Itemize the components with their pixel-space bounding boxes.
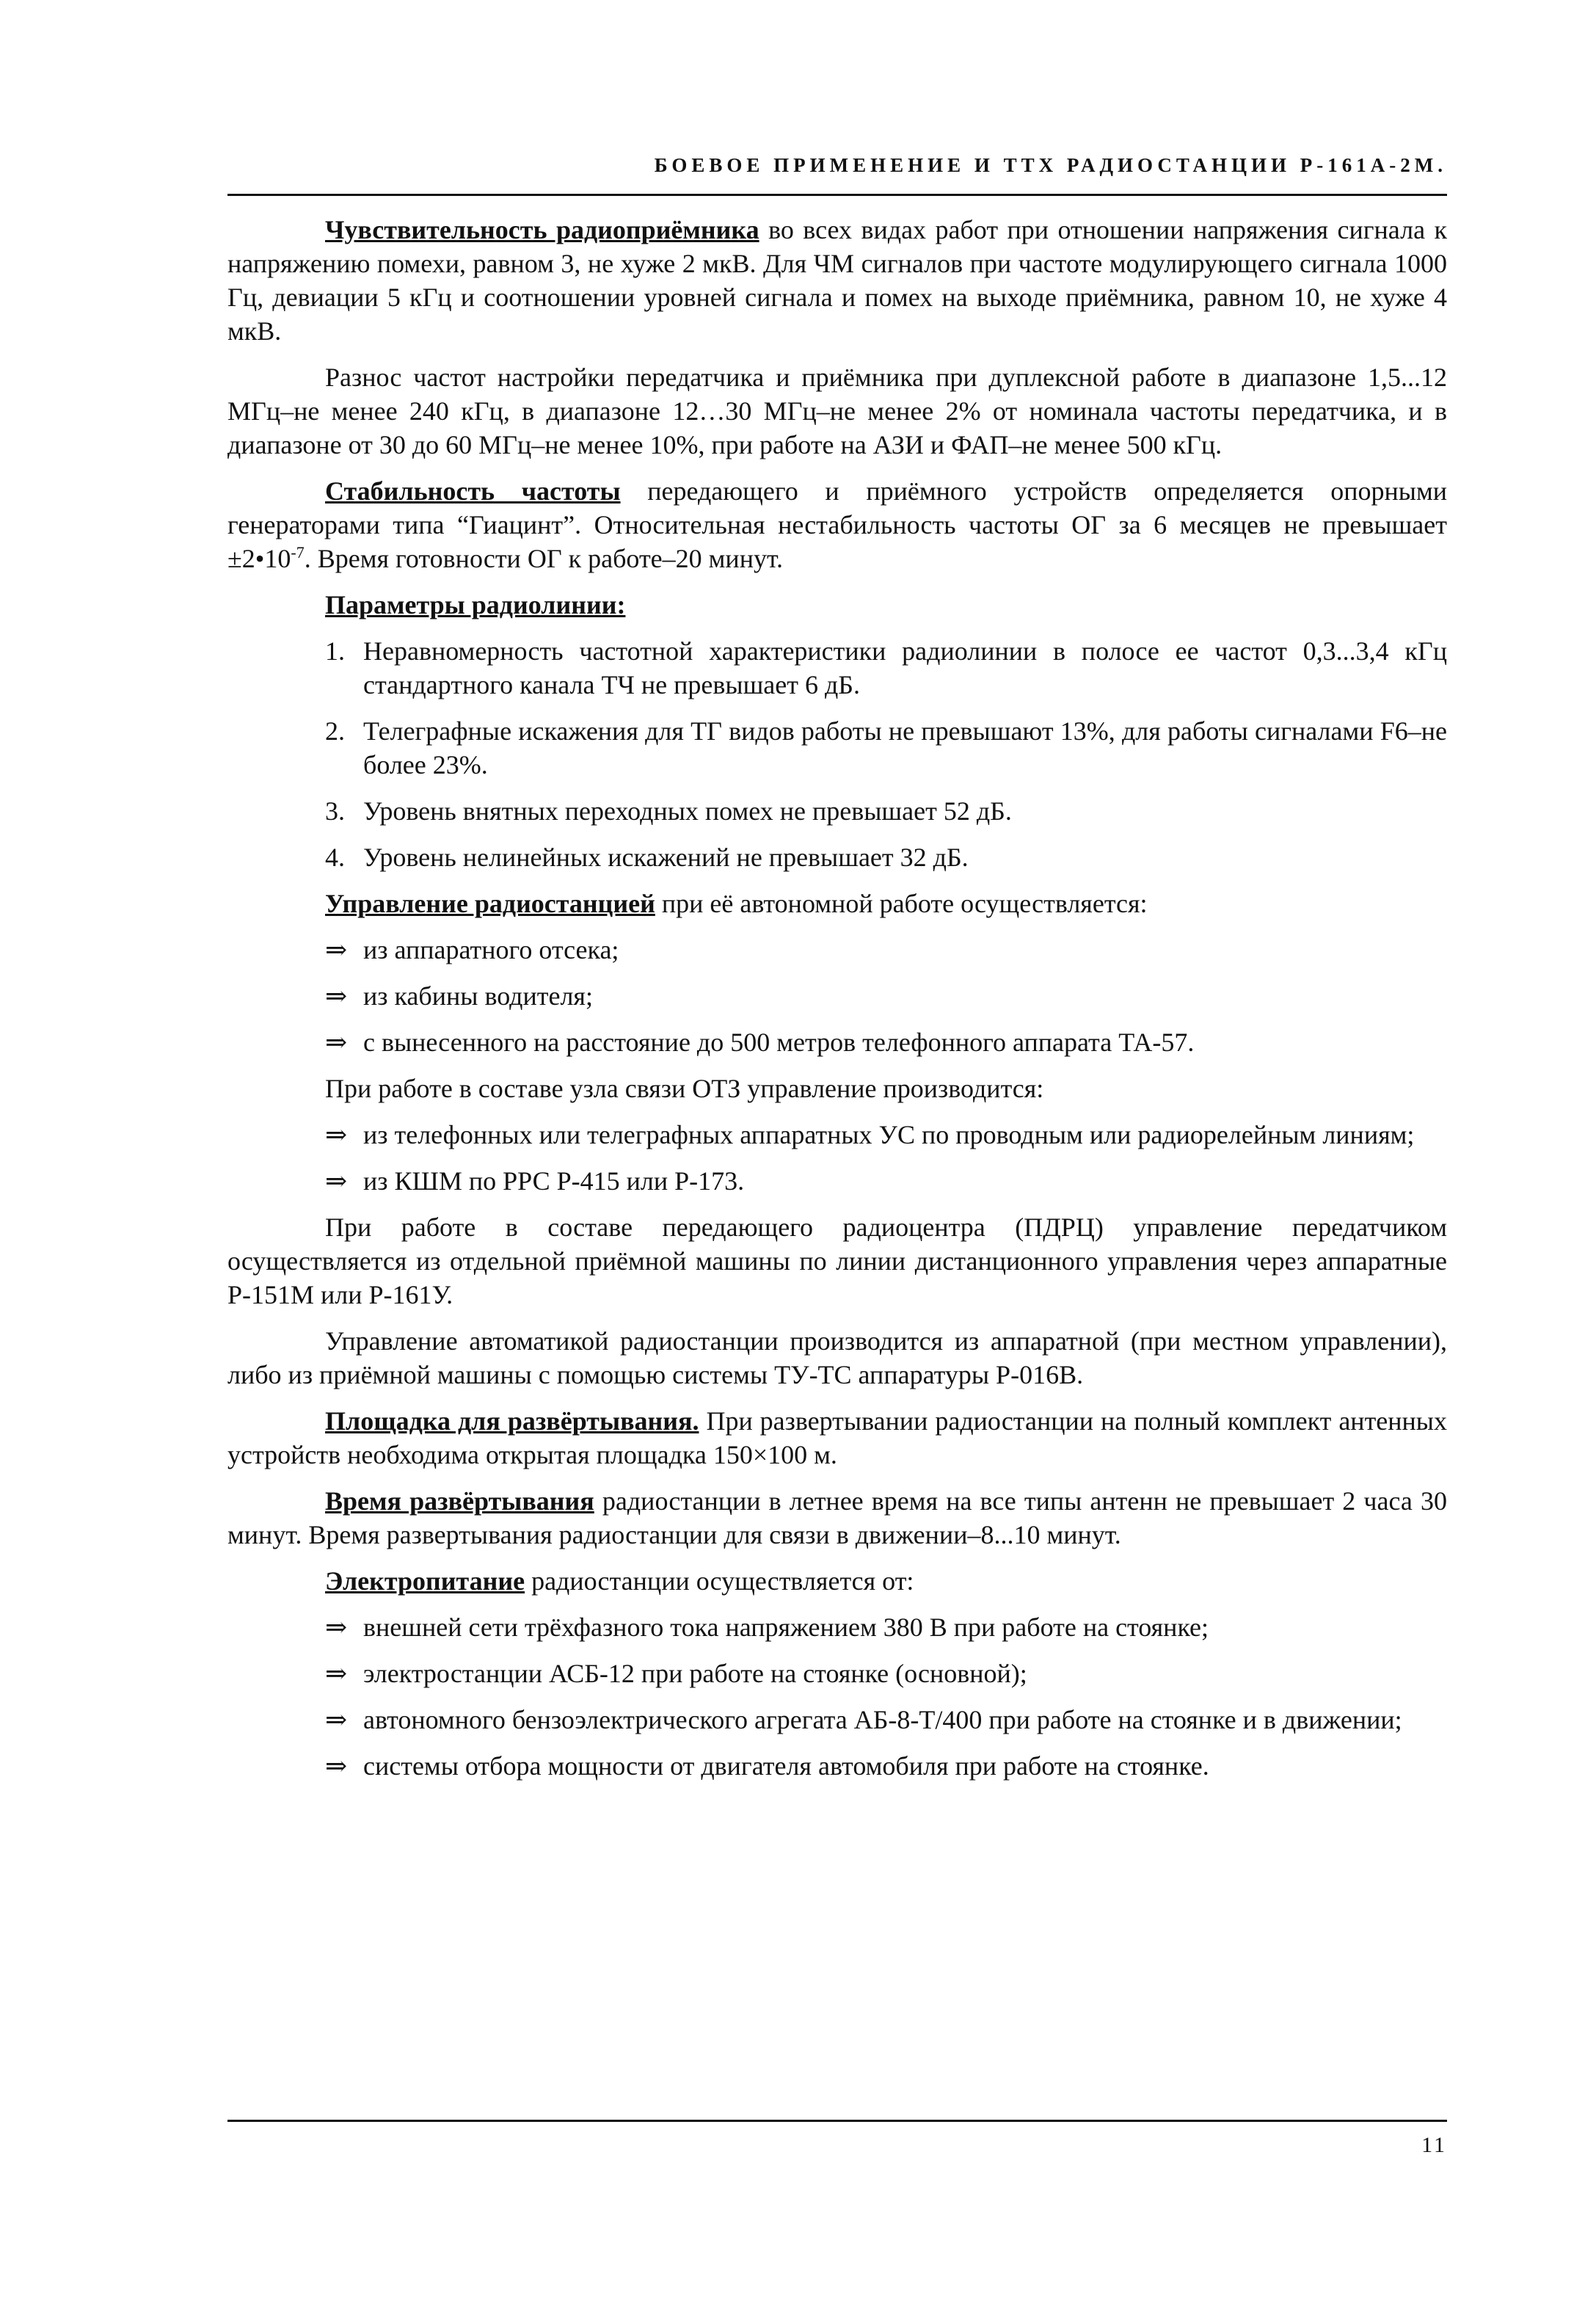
arrow-icon: ⇒ xyxy=(325,1028,348,1057)
frequency-spacing-paragraph: Разнос частот настройки передатчика и приёмника при дуплексной работе в диапазоне 1,5...12 МГц–не менее 240 кГц, в диапазоне 12…30 МГц–не менее 2% от номинала частоты передатчика, и в диапазоне от 30 до 60 МГц–не менее 10%, при работе на АЗИ и ФАП–не менее 500 кГц. xyxy=(227,363,1447,459)
site-term: Площадка для развёртывания. xyxy=(325,1406,699,1436)
radiolink-heading-text: Параметры радиолинии: xyxy=(325,590,626,619)
node-list-item xyxy=(325,1118,1447,1152)
radiolink-item xyxy=(325,794,1447,828)
page-content xyxy=(227,213,1447,1795)
arrow-icon: ⇒ xyxy=(325,1751,348,1781)
control-text: при её автономной работе осуществляется: xyxy=(655,889,1148,918)
arrow-icon: ⇒ xyxy=(325,1659,348,1688)
running-header: БОЕВОЕ ПРИМЕНЕНИЕ И ТТХ РАДИОСТАНЦИИ Р-161А-2М. xyxy=(654,154,1447,176)
list-item-text: из аппаратного отсека; xyxy=(363,935,619,964)
deploy-time-term: Время развёртывания xyxy=(325,1486,594,1516)
control-term: Управление радиостанцией xyxy=(325,889,655,918)
header-divider xyxy=(227,194,1447,196)
arrow-icon: ⇒ xyxy=(325,1705,348,1734)
page-number: 11 xyxy=(1421,2133,1447,2157)
item-text: Неравномерность частотной характеристики радиолинии в полосе ее частот 0,3...3,4 кГц стандартного канала ТЧ не превышает 6 дБ. xyxy=(363,636,1447,699)
power-list-item xyxy=(325,1703,1447,1737)
arrow-icon: ⇒ xyxy=(325,1613,348,1642)
sensitivity-text: во всех видах работ при отношении напряжения сигнала к напряжению помехи, равном 3, не хуже 2 мкВ. Для ЧМ сигналов при частоте модулирующего сигнала 1000 Гц, девиации 5 кГц и соотношении уровней сигнала и помех на выходе приёмника, равном 10, не хуже 4 мкВ. xyxy=(227,215,1448,346)
site-paragraph xyxy=(227,1404,1447,1472)
item-number: 1. xyxy=(325,636,345,666)
radiolink-item xyxy=(325,714,1447,782)
deploy-time-paragraph xyxy=(227,1484,1447,1552)
node-list-item xyxy=(325,1164,1447,1198)
power-term: Электропитание xyxy=(325,1566,525,1596)
list-item-text: из КШМ по РРС Р-415 или Р-173. xyxy=(363,1166,745,1196)
list-item-text: автономного бензоэлектрического агрегата АБ-8-Т/400 при работе на стоянке и в движении; xyxy=(363,1705,1402,1734)
list-item-text: системы отбора мощности от двигателя автомобиля при работе на стоянке. xyxy=(363,1751,1209,1781)
arrow-icon: ⇒ xyxy=(325,935,348,964)
control-list-item xyxy=(325,933,1447,967)
stability-text-a: передающего и приёмного устройств определяется опорными генераторами типа “Гиацинт”. Относительная нестабильность частоты ОГ за 6 месяцев не превышает ±2•10 xyxy=(227,476,1447,573)
power-text: радиостанции осуществляется от: xyxy=(525,1566,914,1596)
list-item-text: из телефонных или телеграфных аппаратных УС по проводным или радиорелейным линиям; xyxy=(363,1120,1415,1149)
automation-paragraph: Управление автоматикой радиостанции производится из аппаратной (при местном управлении), либо из приёмной машины с помощью системы ТУ-ТС аппаратуры Р-016В. xyxy=(227,1326,1447,1389)
item-text: Телеграфные искажения для ТГ видов работы не превышают 13%, для работы сигналами F6–не более 23%. xyxy=(363,716,1447,779)
arrow-icon: ⇒ xyxy=(325,981,348,1011)
list-item-text: с вынесенного на расстояние до 500 метров телефонного аппарата ТА-57. xyxy=(363,1028,1195,1057)
list-item-text: из кабины водителя; xyxy=(363,981,593,1011)
control-list-item xyxy=(325,979,1447,1013)
item-number: 2. xyxy=(325,716,345,746)
stability-paragraph xyxy=(227,474,1447,575)
list-item-text: электростанции АСБ-12 при работе на стоянке (основной); xyxy=(363,1659,1027,1688)
arrow-icon: ⇒ xyxy=(325,1120,348,1149)
stability-exponent: -7 xyxy=(291,543,305,561)
stability-text-b: . Время готовности ОГ к работе–20 минут. xyxy=(304,544,783,573)
item-number: 4. xyxy=(325,843,345,872)
node-control-intro: При работе в составе узла связи ОТЗ управление производится: xyxy=(325,1074,1044,1103)
item-text: Уровень внятных переходных помех не превышает 52 дБ. xyxy=(363,796,1012,826)
radiolink-heading xyxy=(325,588,1447,622)
footer-divider xyxy=(227,2120,1447,2122)
sensitivity-paragraph xyxy=(227,213,1447,348)
item-number: 3. xyxy=(325,796,345,826)
power-list-item xyxy=(325,1610,1447,1644)
item-text: Уровень нелинейных искажений не превышает 32 дБ. xyxy=(363,843,969,872)
deploy-time-text: радиостанции в летнее время на все типы антенн не превышает 2 часа 30 минут. Время развертывания радиостанции для связи в движении–8...10 минут. xyxy=(227,1486,1447,1549)
stability-term: Стабильность частоты xyxy=(325,476,621,506)
power-list-item xyxy=(325,1749,1447,1783)
list-item-text: внешней сети трёхфазного тока напряжением 380 В при работе на стоянке; xyxy=(363,1613,1209,1642)
site-text: При развертывании радиостанции на полный комплект антенных устройств необходима открытая площадка 150×100 м. xyxy=(227,1406,1447,1469)
sensitivity-term: Чувствительность радиоприёмника xyxy=(325,215,759,244)
arrow-icon: ⇒ xyxy=(325,1166,348,1196)
control-paragraph xyxy=(325,887,1447,920)
control-list-item xyxy=(325,1025,1447,1059)
pdrc-paragraph: При работе в составе передающего радиоцентра (ПДРЦ) управление передатчиком осуществляется из отдельной приёмной машины по линии дистанционного управления через аппаратные Р-151М или Р-161У. xyxy=(227,1213,1447,1309)
power-list-item xyxy=(325,1657,1447,1690)
radiolink-item xyxy=(325,840,1447,874)
radiolink-item xyxy=(325,634,1447,702)
power-paragraph xyxy=(325,1564,1447,1598)
